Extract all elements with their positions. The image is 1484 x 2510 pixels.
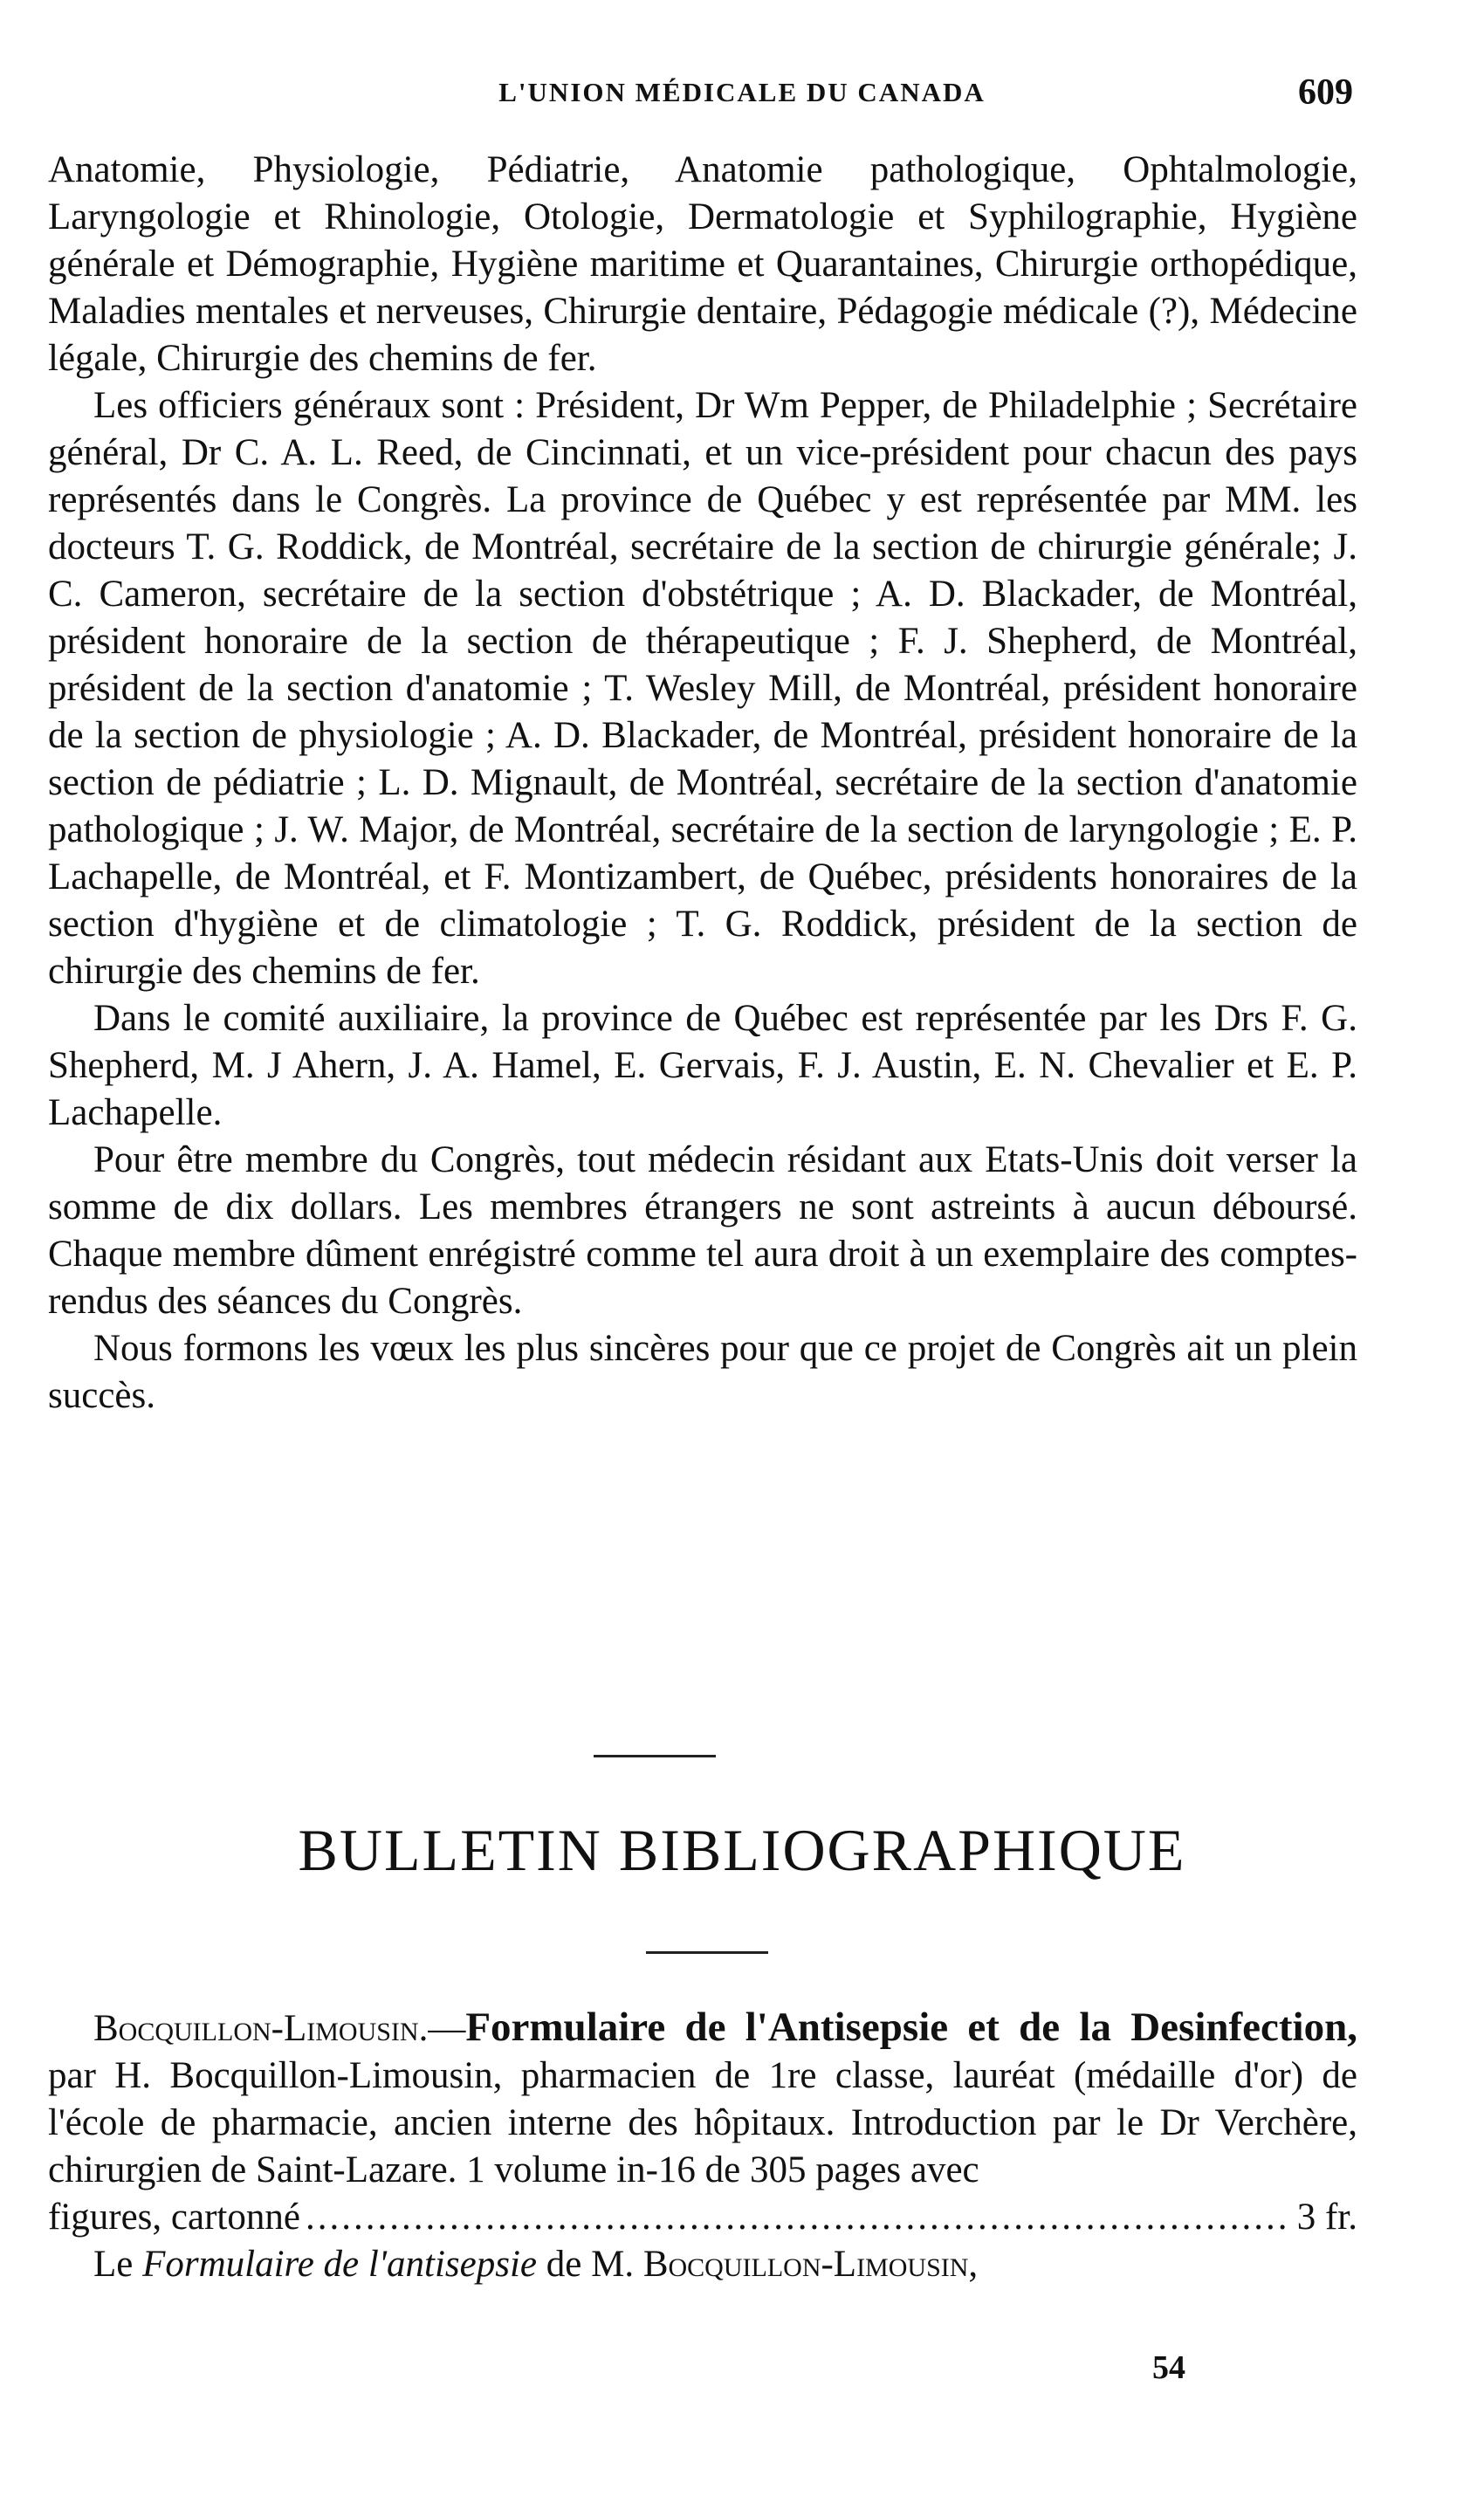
journal-title: L'UNION MÉDICALE DU CANADA [498, 77, 986, 107]
paragraph-closing-wish: Nous formons les vœux les plus sincères pour que ce projet de Congrès ait un plein succès. [48, 1328, 1357, 1416]
entry-author: Bocquillon-Limousin. [93, 2008, 429, 2049]
paragraph-sections-list: Anatomie, Physiologie, Pédiatrie, Anatomie pathologique, Ophtalmologie, Laryngologie et Rhinologie, Otologie, Dermatologie et Syphilographie, Hygiène générale et Démographie, Hygiène maritime et Quarantaines, Chirurgie orthopédique, Maladies mentales et nerveuses, Chirurgie dentaire, Pédagogie médicale (?), Médecine légale, Chirurgie des chemins de fer. [48, 149, 1357, 379]
entry-format: figures, cartonné [48, 2197, 300, 2238]
review-author: Bocquillon-Limousin, [642, 2244, 979, 2285]
section-heading: BULLETIN BIBLIOGRAPHIQUE [298, 1817, 1186, 1883]
page-number: 609 [1298, 72, 1353, 113]
paragraph-officers: Les officiers généraux sont : Président, Dr Wm Pepper, de Philadelphie ; Secrétaire général, Dr C. A. L. Reed, de Cincinnati, et un vice-président pour chacun des pays représentés dans le Congrès. La province de Québec y est représentée par MM. les docteurs T. G. Roddick, de Montréal, secrétaire de la section de chirurgie générale; J. C. Cameron, secrétaire de la section d'obstétrique ; A. D. Blackader, de Montréal, président honoraire de la section de thérapeutique ; F. J. Shepherd, de Montréal, président de la section d'anatomie ; T. Wesley Mill, de Montréal, président honoraire de la section de physiologie ; A. D. Blackader, de Montréal, président honoraire de la section de pédiatrie ; L. D. Mignault, de Montréal, secrétaire de la section d'anatomie pathologique ; J. W. Major, de Montréal, secrétaire de la section de laryngologie ; E. P. Lachapelle, de Montréal, et F. Montizambert, de Québec, présidents honoraires de la section d'hygiène et de climatologie ; T. G. Roddick, président de la section de chirurgie des chemins de fer. [48, 385, 1357, 992]
printer-signature-mark: 54 [1152, 2349, 1185, 2386]
price-line [48, 2194, 1357, 2241]
review-word-le: Le [93, 2244, 134, 2285]
review-word-de-m: de M. [546, 2244, 635, 2285]
review-first-line [48, 2241, 1357, 2288]
bibliography-entry [48, 2004, 1357, 2288]
entry-book-title: Formulaire de l'Antisepsie et de la Desinfection, [465, 2005, 1357, 2050]
article-body [48, 147, 1357, 1420]
entry-dash: — [428, 2008, 466, 2049]
entry-price: 3 fr. [1296, 2197, 1357, 2238]
paragraph-membership: Pour être membre du Congrès, tout médecin résidant aux Etats-Unis doit verser la somme de dix dollars. Les membres étrangers ne sont astreints à aucun déboursé. Chaque membre dûment enrégistré comme tel aura droit à un exemplaire des comptes-rendus des séances du Congrès. [48, 1139, 1357, 1322]
review-italic-title: Formulaire de l'antisepsie [142, 2244, 537, 2285]
dot-leader [306, 2194, 1292, 2241]
bibliography-paragraph [48, 2004, 1357, 2194]
running-header [0, 72, 1484, 124]
section-divider-top [594, 1755, 716, 1757]
section-divider-bottom [646, 1951, 768, 1954]
entry-description: par H. Bocquillon-Limousin, pharmacien de 1re classe, lauréat (médaille d'or) de l'école de pharmacie, ancien interne des hôpitaux. Introduction par le Dr Verchère, chirurgien de Saint-Lazare. 1 volume in-16 de 305 pages avec [48, 2055, 1357, 2190]
paragraph-auxiliary-committee: Dans le comité auxiliaire, la province de Québec est représentée par les Drs F. G. Shepherd, M. J Ahern, J. A. Hamel, E. Gervais, F. J. Austin, E. N. Chevalier et E. P. Lachapelle. [48, 998, 1357, 1133]
